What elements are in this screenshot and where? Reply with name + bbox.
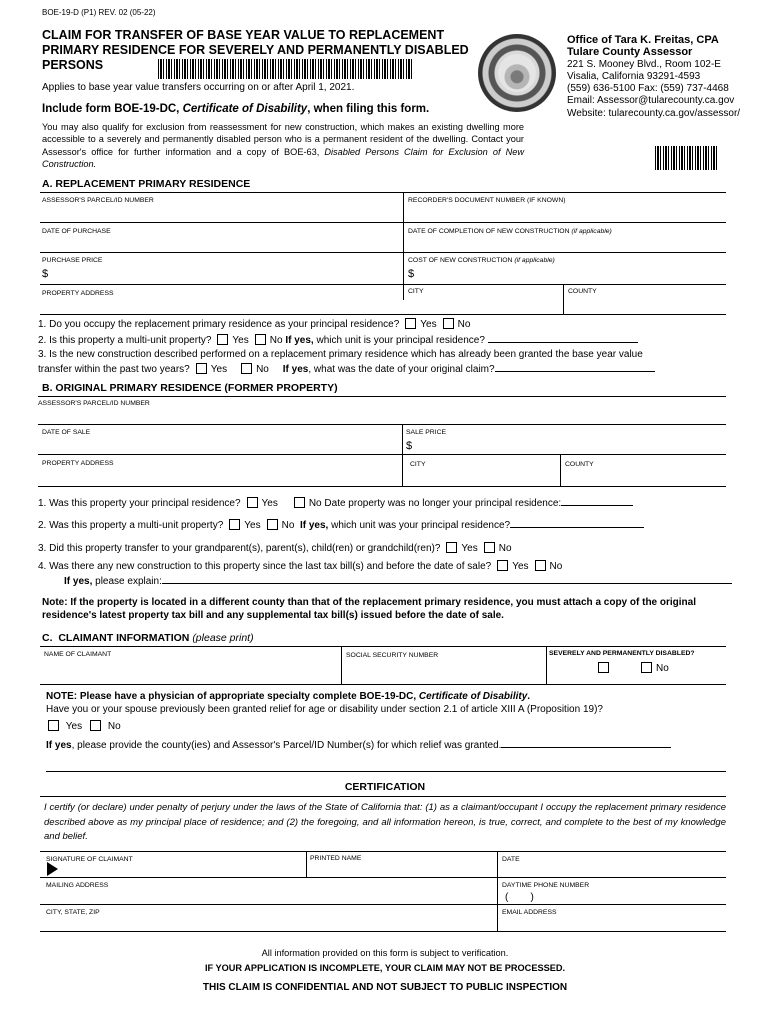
a-q3-no-checkbox[interactable] (241, 363, 252, 374)
c-relief-county-field[interactable] (501, 747, 671, 748)
mailing-address-label: MAILING ADDRESS (46, 882, 109, 889)
office-website: Website: tularecounty.ca.gov/assessor/ (567, 107, 741, 119)
b-q3-no-checkbox[interactable] (484, 542, 495, 553)
a-property-address-label: PROPERTY ADDRESS (42, 290, 114, 297)
a-county-label: COUNTY (568, 288, 597, 295)
signature-arrow-icon (47, 862, 58, 876)
county-seal (478, 34, 556, 112)
daytime-phone-label: DAYTIME PHONE NUMBER (502, 882, 590, 889)
b-q1-no-checkbox[interactable] (294, 497, 305, 508)
footer-incomplete: IF YOUR APPLICATION IS INCOMPLETE, YOUR CLAIM MAY NOT BE PROCESSED. (204, 963, 566, 973)
a-date-purchase-label: DATE OF PURCHASE (42, 228, 111, 235)
footer-verification: All information provided on this form is subject to verification. (261, 948, 509, 958)
b-q2-unit-field[interactable] (510, 527, 644, 528)
office-city: Visalia, California 93291-4593 (567, 70, 701, 82)
section-b-heading: B. ORIGINAL PRIMARY RESIDENCE (FORMER PROPERTY) (42, 382, 338, 394)
b-question-4: 4. Was there any new construction to this property since the last tax bill(s) and before the date of sale? Yes No (38, 561, 563, 572)
form-code: BOE-19-D (P1) REV. 02 (05-22) (42, 8, 156, 17)
office-title: Tulare County Assessor (567, 46, 693, 59)
b-q4-no-checkbox[interactable] (535, 560, 546, 571)
c-disabled-yes-checkbox[interactable] (598, 662, 609, 673)
a-q3-date-field[interactable] (495, 371, 655, 372)
c-relief-yes-checkbox[interactable] (48, 720, 59, 731)
c-ifyes-line: If yes, please provide the county(ies) and Assessor's Parcel/ID Number(s) for which relief was granted. (46, 740, 671, 751)
b-q2-no-checkbox[interactable] (267, 519, 278, 530)
a-purchase-price-dollar[interactable]: $ (42, 268, 49, 280)
a-cost-construction-label: COST OF NEW CONSTRUCTION (if applicable) (408, 257, 555, 264)
a-cost-construction-dollar[interactable]: $ (408, 268, 415, 280)
city-state-zip-label: CITY, STATE, ZIP (46, 909, 100, 916)
b-parcel-label: ASSESSOR'S PARCEL/ID NUMBER (38, 400, 150, 407)
a-parcel-label: ASSESSOR'S PARCEL/ID NUMBER (42, 197, 154, 204)
a-q1-yes-checkbox[interactable] (405, 318, 416, 329)
include-note: Include form BOE-19-DC, Certificate of Disability, when filing this form. (42, 103, 430, 115)
qualify-paragraph: You may also qualify for exclusion from reassessment for new construction, which makes an existing dwelling more accessible to a severely and permanently disabled person who is a permanent resident of the dwelling. Contact your Assessor's office for further information and a copy of BOE-63, Disabled Persons Claim for Exclusion of New Construction. (42, 122, 524, 169)
b-city-label: CITY (410, 461, 426, 468)
b-question-2: 2. Was this property a multi-unit property? Yes No If yes, which unit was your principal residence? (38, 519, 644, 531)
c-relief-extra-line[interactable] (46, 771, 726, 772)
a-question-3-line2: transfer within the past two years? Yes No If yes, what was the date of your original claim? (38, 363, 655, 375)
c-disabled-options: No (592, 662, 669, 674)
barcode-small (655, 146, 719, 170)
certification-heading: CERTIFICATION (344, 781, 426, 793)
printed-name-label: PRINTED NAME (310, 855, 362, 862)
office-name: Office of Tara K. Freitas, CPA (567, 34, 719, 46)
b-question-3: 3. Did this property transfer to your grandparent(s), parent(s), child(ren) or grandchild(ren)? Yes No (38, 543, 512, 554)
a-question-1: 1. Do you occupy the replacement primary residence as your principal residence? Yes No (38, 319, 471, 330)
b-q3-yes-checkbox[interactable] (446, 542, 457, 553)
c-ssn-label: SOCIAL SECURITY NUMBER (346, 652, 439, 659)
section-c-heading: C. CLAIMANT INFORMATION (please print) (42, 632, 254, 644)
c-relief-no-checkbox[interactable] (90, 720, 101, 731)
a-q2-no-checkbox[interactable] (255, 334, 266, 345)
c-physician-note: NOTE: Please have a physician of appropriate specialty complete BOE-19-DC, Certificate of Disability. (46, 691, 531, 702)
c-disabled-label: SEVERELY AND PERMANENTLY DISABLED? (549, 650, 695, 657)
a-q1-no-checkbox[interactable] (443, 318, 454, 329)
b-question-4-explain: If yes, please explain: (64, 576, 732, 587)
b-county-label: COUNTY (565, 461, 594, 468)
b-sale-price-dollar[interactable]: $ (406, 440, 413, 452)
a-q2-unit-field[interactable] (488, 342, 638, 343)
b-sale-price-label: SALE PRICE (406, 429, 447, 436)
signature-label: SIGNATURE OF CLAIMANT (46, 856, 133, 863)
c-disabled-no-checkbox[interactable] (641, 662, 652, 673)
a-recorder-label: RECORDER'S DOCUMENT NUMBER (IF KNOWN) (408, 197, 566, 204)
a-q3-yes-checkbox[interactable] (196, 363, 207, 374)
b-property-address-label: PROPERTY ADDRESS (42, 460, 114, 467)
a-city-label: CITY (408, 288, 424, 295)
footer-confidential: THIS CLAIM IS CONFIDENTIAL AND NOT SUBJECT TO PUBLIC INSPECTION (202, 982, 568, 993)
office-address: 221 S. Mooney Blvd., Room 102-E (567, 58, 721, 70)
assessor-office-block (567, 34, 767, 120)
b-q4-yes-checkbox[interactable] (497, 560, 508, 571)
c-relief-question: Have you or your spouse previously been granted relief for age or disability under section 2.1 of article XIII A (Proposition 19)? (46, 704, 603, 715)
c-name-label: NAME OF CLAIMANT (44, 651, 112, 658)
c-relief-options: Yes No (42, 720, 121, 732)
b-note: Note: If the property is located in a different county than that of the replacement primary residence, you must attach a copy of the original residence's latest property tax bill and any supplemental tax bill(s) issued before the date of sale. (42, 597, 697, 621)
b-question-1: 1. Was this property your principal residence? Yes No Date property was no longer your principal residence: (38, 497, 633, 509)
applies-note: Applies to base year value transfers occurring on or after April 1, 2021. (42, 82, 355, 93)
a-question-2: 2. Is this property a multi-unit property? Yes No If yes, which unit is your principal residence? (38, 334, 638, 346)
section-a-heading: A. REPLACEMENT PRIMARY RESIDENCE (42, 178, 251, 190)
email-label: EMAIL ADDRESS (502, 909, 557, 916)
barcode (158, 59, 412, 79)
a-question-3-line1: 3. Is the new construction described performed on a replacement primary residence which has already been granted the base year value (38, 349, 643, 360)
office-phone: (559) 636-5100 Fax: (559) 737-4468 (567, 83, 729, 95)
phone-parens[interactable]: ( ) (505, 892, 534, 903)
b-q2-yes-checkbox[interactable] (229, 519, 240, 530)
b-date-sale-label: DATE OF SALE (42, 429, 91, 436)
b-q1-yes-checkbox[interactable] (247, 497, 258, 508)
a-purchase-price-label: PURCHASE PRICE (42, 257, 103, 264)
date-label: DATE (502, 856, 520, 863)
office-email: Email: Assessor@tularecounty.ca.gov (567, 95, 735, 107)
b-q1-date-field[interactable] (561, 505, 633, 506)
a-date-completion-label: DATE OF COMPLETION OF NEW CONSTRUCTION (if applicable) (408, 228, 612, 235)
a-q2-yes-checkbox[interactable] (217, 334, 228, 345)
certification-text: I certify (or declare) under penalty of perjury under the laws of the State of California that: (1) as a claimant/occupant I occupy the replacement primary residence described above as my principal place of residence; and (2) the foregoing, and all information hereon, is true, correct, and complete to the best of my knowledge and belief. (44, 802, 726, 842)
b-q4-explain-field[interactable] (162, 583, 732, 584)
form-title: CLAIM FOR TRANSFER OF BASE YEAR VALUE TO REPLACEMENT PRIMARY RESIDENCE FOR SEVERELY AND PERMANENTLY DISABLED PERSONS (42, 28, 469, 72)
